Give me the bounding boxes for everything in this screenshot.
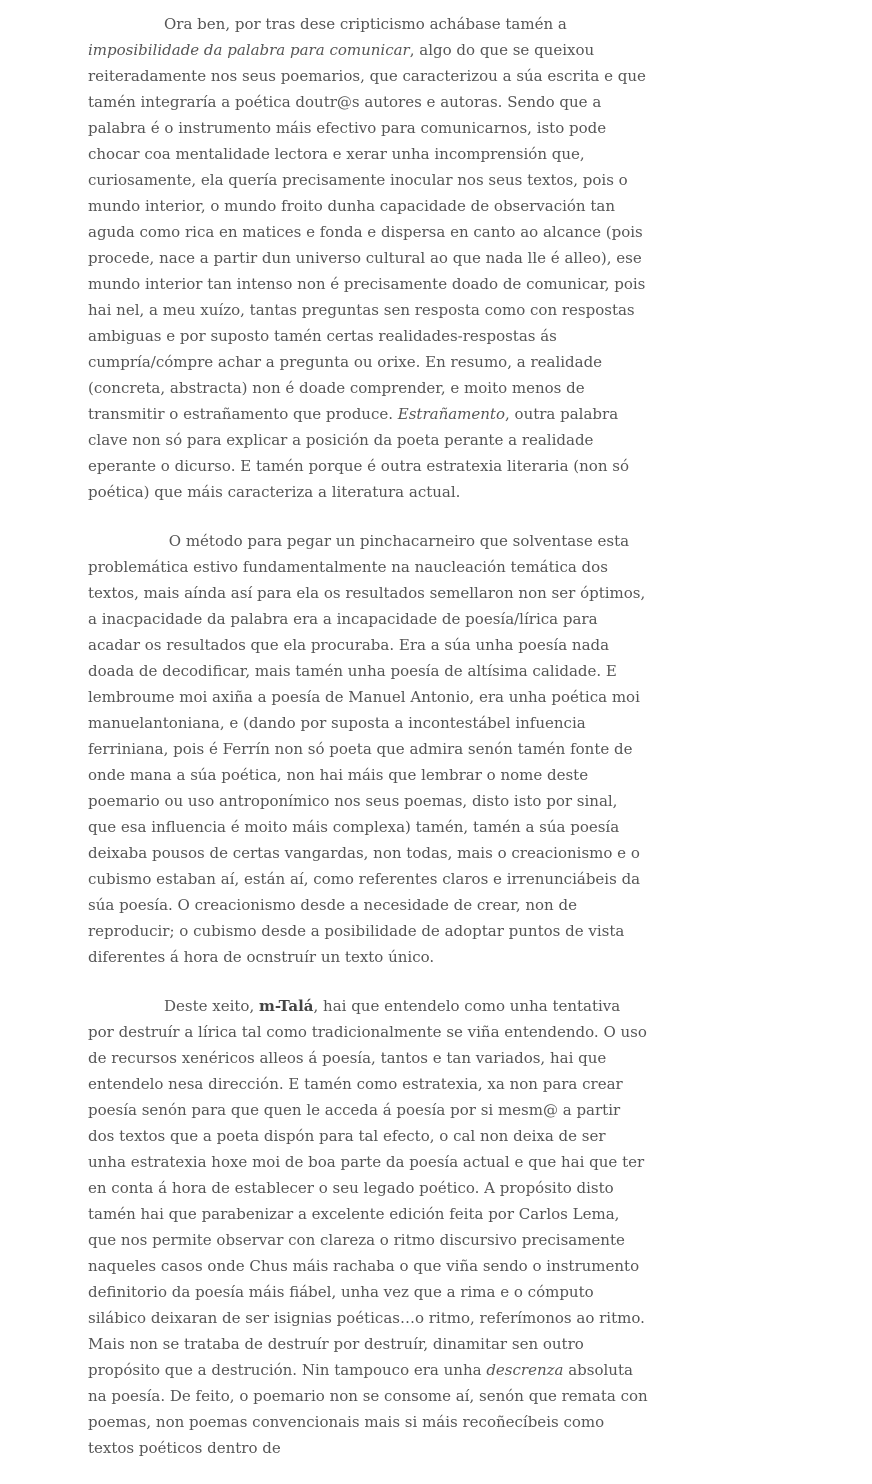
paragraph-text: , hai que entendelo como unha tentativa por destruír a lírica tal como tradicionalmente se viña entendendo. O uso de recursos xenéricos alleos á poesía, tantos e tan variados, hai que entendelo nesa dirección. E tamén como estratexia, xa non para crear poesía senón para que quen le acceda á poesía por si mesm@ a partir dos textos que a poeta dispón para tal efecto, o cal non deixa de ser unha estratexia hoxe moi de boa parte da poesía actual e que hai que ter en conta á hora de establecer o seu legado poético. A propósito disto tamén hai que parabenizar a excelente edición feita por Carlos Lema, que nos permite observar con clareza o ritmo discursivo precisamente naqueles casos onde Chus máis rachaba o que viña sendo o instrumento definitorio da poesía máis fiábel, unha vez que a rima e o cómputo silábico deixaran de ser isignias poéticas…o ritmo, referímonos ao ritmo. Mais non se trataba de destruír por destruír, dinamitar sen outro propósito que a destrución. Nin tampouco era unha bbox=[88, 997, 647, 1379]
paragraph-text: , algo do que se queixou reiteradamente nos seus poemarios, que caracterizou a súa escrita e que tamén integraría a poética doutr@s autores e autoras. Sendo que a palabra é o instrumento máis efectivo para comunicarnos, isto pode chocar coa mentalidade lectora e xerar unha incomprensión que, curiosamente, ela quería precisamente inocular nos seus textos, pois o mundo interior, o mundo froito dunha capacidade de observación tan aguda como rica en matices e fonda e dispersa en canto ao alcance (pois procede, nace a partir dun universo cultural ao que nada lle é alleo), ese mundo interior tan intenso non é precisamente doado de comunicar, pois hai nel, a meu xuízo, tantas preguntas sen resposta como con respostas ambiguas e por suposto tamén certas realidades-respostas ás cumpría/cómpre achar a pregunta ou orixe. En resumo, a realidade (concreta, abstracta) non é doade comprender, e moito menos de transmitir o estrañamento que produce. bbox=[88, 41, 646, 423]
emphasized-text: Estrañamento bbox=[397, 405, 505, 423]
bold-text: m-Talá bbox=[259, 997, 314, 1015]
paragraph-text: absoluta na poesía. De feito, o poemario non se consome aí, senón que remata con poemas, non poemas convencionais mais si máis recoñecíbeis como textos poéticos dentro de bbox=[88, 1361, 648, 1457]
article-paragraph bbox=[88, 11, 648, 505]
paragraph-text: , outra palabra clave non só para explicar a posición da poeta perante a realidade eperante o dicurso. E tamén porque é outra estratexia literaria (non só poética) que máis caracteriza a literatura actual. bbox=[88, 405, 629, 501]
paragraph-text: Ora ben, por tras dese cripticismo achábase tamén a bbox=[164, 15, 567, 33]
article-body bbox=[88, 11, 648, 1484]
paragraph-text: Deste xeito, bbox=[164, 997, 260, 1015]
article-paragraph bbox=[88, 528, 648, 970]
emphasized-text: imposibilidade da palabra para comunicar bbox=[88, 41, 410, 59]
emphasized-text: descrenza bbox=[486, 1361, 564, 1379]
article-paragraph bbox=[88, 993, 648, 1461]
paragraph-text: O método para pegar un pinchacarneiro que solventase esta problemática estivo fundamentalmente na naucleación temática dos textos, mais aínda así para ela os resultados semellaron non ser óptimos, a inacpacidade da palabra era a incapacidade de poesía/lírica para acadar os resultados que ela procuraba. Era a súa unha poesía nada doada de decodificar, mais tamén unha poesía de altísima calidade. E lembroume moi axiña a poesía de Manuel Antonio, era unha poética moi manuelantoniana, e (dando por suposta a incontestábel infuencia ferriniana, pois é Ferrín non só poeta que admira senón tamén fonte de onde mana a súa poética, non hai máis que lembrar o nome deste poemario ou uso antroponímico nos seus poemas, disto isto por sinal, que esa influencia é moito máis complexa) tamén, tamén a súa poesía deixaba pousos de certas vangardas, non todas, mais o creacionismo e o cubismo estaban aí, están aí, como referentes claros e irrenunciábeis da súa poesía. O creacionismo desde a necesidade de crear, non de reproducir; o cubismo desde a posibilidade de adoptar puntos de vista diferentes á hora de ocnstruír un texto único. bbox=[88, 532, 646, 966]
